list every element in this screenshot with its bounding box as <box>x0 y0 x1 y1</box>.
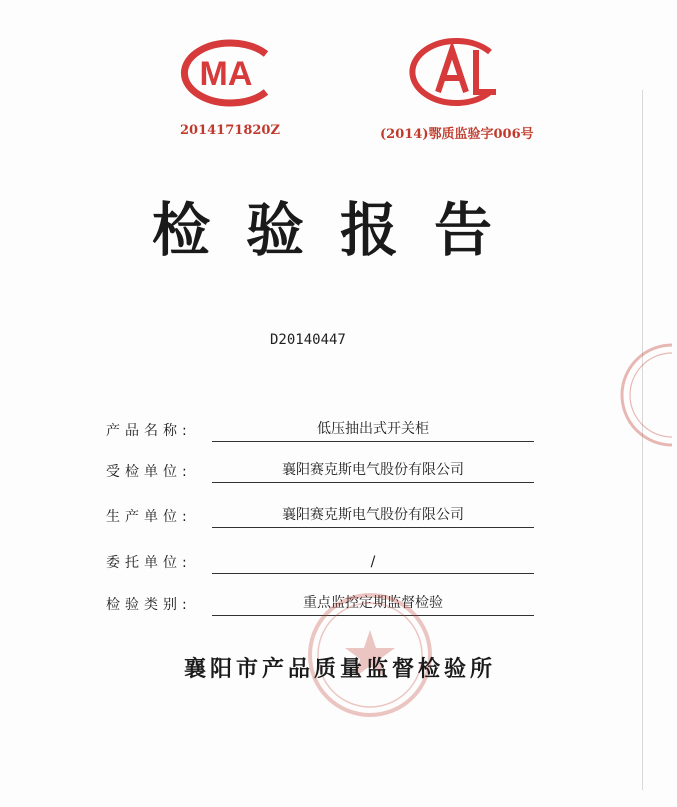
field-label: 受检单位: <box>106 464 192 480</box>
field-underline <box>212 573 534 574</box>
field-underline <box>212 482 534 483</box>
field-value: / <box>370 554 376 570</box>
field-underline <box>212 527 534 528</box>
edge-seal-stamp <box>612 340 672 450</box>
report-title: 检验报告 <box>151 196 528 264</box>
field-product-name <box>106 418 536 444</box>
field-value: 襄阳赛克斯电气股份有限公司 <box>282 507 464 523</box>
field-manufacturer <box>106 504 536 530</box>
field-underline <box>212 441 534 442</box>
field-label: 产品名称: <box>106 423 192 439</box>
svg-text:MA: MA <box>199 55 253 93</box>
issuing-institute: 襄阳市产品质量监督检验所 <box>183 656 496 682</box>
field-label: 委托单位: <box>106 555 192 571</box>
report-number: D20140447 <box>270 332 346 348</box>
field-value: 低压抽出式开关柜 <box>317 421 429 437</box>
field-label: 检验类别: <box>106 597 192 613</box>
field-value: 重点监控定期监督检验 <box>303 595 443 611</box>
field-value: 襄阳赛克斯电气股份有限公司 <box>282 462 464 478</box>
cma-logo <box>170 38 282 108</box>
field-label: 生产单位: <box>106 509 192 525</box>
field-client-unit <box>106 550 536 576</box>
field-inspected-unit <box>106 459 536 485</box>
cma-cert-number: 2014171820Z <box>180 123 280 138</box>
cal-cert-number: (2014)鄂质监验字006号 <box>380 127 534 142</box>
cal-logo <box>398 36 506 108</box>
